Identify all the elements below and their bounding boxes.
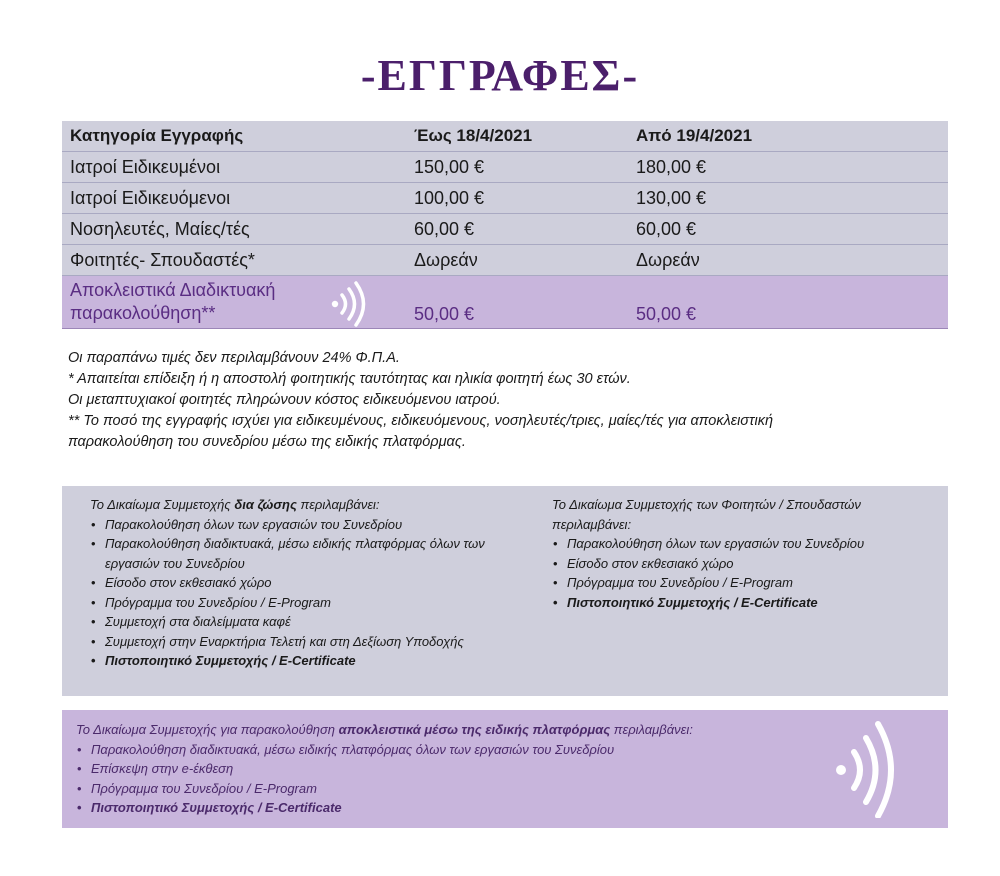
list-item: • Επίσκεψη στην e-έκθεση <box>91 759 816 779</box>
wireless-signal-icon <box>328 280 368 328</box>
online-inclusions <box>76 720 816 818</box>
list-item: • Συμμετοχή στην Εναρκτήρια Τελετή και στη Δεξίωση Υποδοχής <box>105 632 500 652</box>
list-item: • Πρόγραμμα του Συνεδρίου / E-Program <box>567 573 932 593</box>
row-late-price: 180,00 € <box>636 157 707 177</box>
online-intro: Το Δικαίωμα Συμμετοχής για παρακολούθηση αποκλειστικά μέσω της ειδικής πλατφόρμας περιλαμβάνει: <box>76 722 693 737</box>
page-title: -ΕΓΓΡΑΦΕΣ- <box>360 51 640 100</box>
row-late-price: Δωρεάν <box>636 250 700 270</box>
list-item-certificate: • Πιστοποιητικό Συμμετοχής / E-Certificate <box>105 651 500 671</box>
row-late-price: 60,00 € <box>636 219 697 239</box>
price-notes <box>68 348 948 453</box>
header-early: Έως 18/4/2021 <box>414 126 533 145</box>
row-early-price: 150,00 € <box>414 157 485 177</box>
table-row-online <box>62 276 948 329</box>
table-row <box>62 183 948 214</box>
row-category: Φοιτητές- Σπουδαστές* <box>70 250 255 270</box>
list-item-certificate: • Πιστοποιητικό Συμμετοχής / E-Certificate <box>567 593 932 613</box>
list-item: • Πρόγραμμα του Συνεδρίου / E-Program <box>105 593 500 613</box>
inclusions-box <box>62 486 948 696</box>
row-late-price: 50,00 € <box>636 304 697 324</box>
list-item: • Παρακολούθηση όλων των εργασιών του Συνεδρίου <box>105 515 500 535</box>
list-item: • Παρακολούθηση διαδικτυακά, μέσω ειδικής πλατφόρμας όλων των εργασιών του Συνεδρίου <box>91 740 816 760</box>
student-inclusions <box>552 495 932 612</box>
students-intro: Το Δικαίωμα Συμμετοχής των Φοιτητών / Σπουδαστών περιλαμβάνει: <box>552 497 861 532</box>
price-table-header <box>62 121 948 152</box>
table-row <box>62 245 948 276</box>
note-postgraduate: Οι μεταπτυχιακοί φοιτητές πληρώνουν κόστος ειδικευόμενου ιατρού. <box>68 392 501 408</box>
note-vat: Οι παραπάνω τιμές δεν περιλαμβάνουν 24% Φ.Π.Α. <box>68 350 400 366</box>
row-late-price: 130,00 € <box>636 188 707 208</box>
online-inclusions-box <box>62 710 948 828</box>
list-item: • Παρακολούθηση διαδικτυακά, μέσω ειδικής πλατφόρμας όλων των εργασιών του Συνεδρίου <box>105 534 500 573</box>
row-early-price: 60,00 € <box>414 219 475 239</box>
header-late: Από 19/4/2021 <box>636 126 753 145</box>
row-category: Ιατροί Ειδικευμένοι <box>70 157 221 177</box>
list-item: • Είσοδο στον εκθεσιακό χώρο <box>105 573 500 593</box>
row-category: Νοσηλευτές, Μαίες/τές <box>70 219 250 239</box>
list-item: • Είσοδο στον εκθεσιακό χώρο <box>567 554 932 574</box>
list-item: • Παρακολούθηση όλων των εργασιών του Συνεδρίου <box>567 534 932 554</box>
row-early-price: 100,00 € <box>414 188 485 208</box>
table-row <box>62 214 948 245</box>
table-row <box>62 152 948 183</box>
list-item: • Πρόγραμμα του Συνεδρίου / E-Program <box>91 779 816 799</box>
note-student-id: * Απαιτείται επίδειξη ή η αποστολή φοιτητικής ταυτότητας και ηλικία φοιτητή έως 30 ετών. <box>68 371 631 387</box>
row-category: Ιατροί Ειδικευόμενοι <box>70 188 231 208</box>
wireless-signal-icon <box>832 718 902 818</box>
row-early-price: Δωρεάν <box>414 250 478 270</box>
lifetime-inclusions <box>90 495 500 671</box>
row-category: Αποκλειστικά Διαδικτυακή παρακολούθηση** <box>70 280 276 323</box>
note-online-fee: ** Το ποσό της εγγραφής ισχύει για ειδικευμένους, ειδικευόμενους, νοσηλευτές/τριες, μαίες/τές για αποκλειστική παρακολούθηση του συνεδρίου μέσω της ειδικής πλατφόρμας. <box>68 413 773 450</box>
row-early-price: 50,00 € <box>414 304 475 324</box>
lifetime-intro: Το Δικαίωμα Συμμετοχής δια ζώσης περιλαμβάνει: <box>90 497 380 512</box>
header-category: Κατηγορία Εγγραφής <box>70 126 244 145</box>
price-table <box>62 121 948 329</box>
list-item: • Συμμετοχή στα διαλείμματα καφέ <box>105 612 500 632</box>
list-item-certificate: • Πιστοποιητικό Συμμετοχής / E-Certificate <box>91 798 816 818</box>
